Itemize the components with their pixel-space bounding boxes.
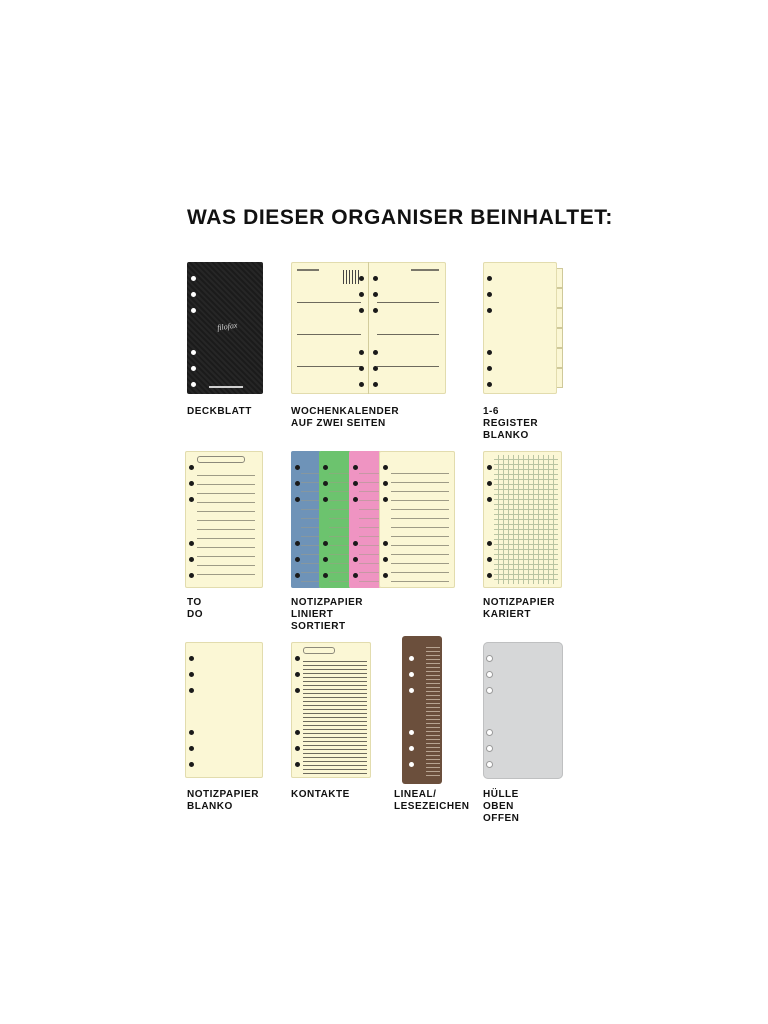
index-tabs-image — [483, 262, 557, 394]
cover-logo: filofax — [216, 320, 238, 333]
item-label: NOTIZPAPIER KARIERT — [483, 597, 555, 620]
page-title: WAS DIESER ORGANISER BEINHALTET: — [187, 206, 614, 229]
squared-paper-image — [483, 451, 562, 588]
contacts-sheet-image — [291, 642, 371, 778]
item-label: NOTIZPAPIER LINIERT SORTIERT — [291, 597, 363, 632]
item-label: KONTAKTE — [291, 789, 350, 800]
item-label: NOTIZPAPIER BLANKO — [187, 789, 259, 812]
sleeve-image — [483, 642, 563, 779]
item-label: WOCHENKALENDER AUF ZWEI SEITEN — [291, 406, 400, 429]
ruler-bookmark-image — [402, 636, 442, 784]
weekly-calendar-image — [291, 262, 446, 394]
item-label: HÜLLE OBEN OFFEN — [483, 789, 520, 824]
item-label: DECKBLATT — [187, 406, 252, 417]
blank-paper-image — [185, 642, 263, 778]
item-label: 1-6 REGISTER BLANKO — [483, 406, 539, 441]
item-label: LINEAL/ LESEZEICHEN — [394, 789, 470, 812]
cover-sheet-image — [187, 262, 263, 394]
item-label: TO DO — [187, 597, 203, 620]
todo-sheet-image — [185, 451, 263, 588]
